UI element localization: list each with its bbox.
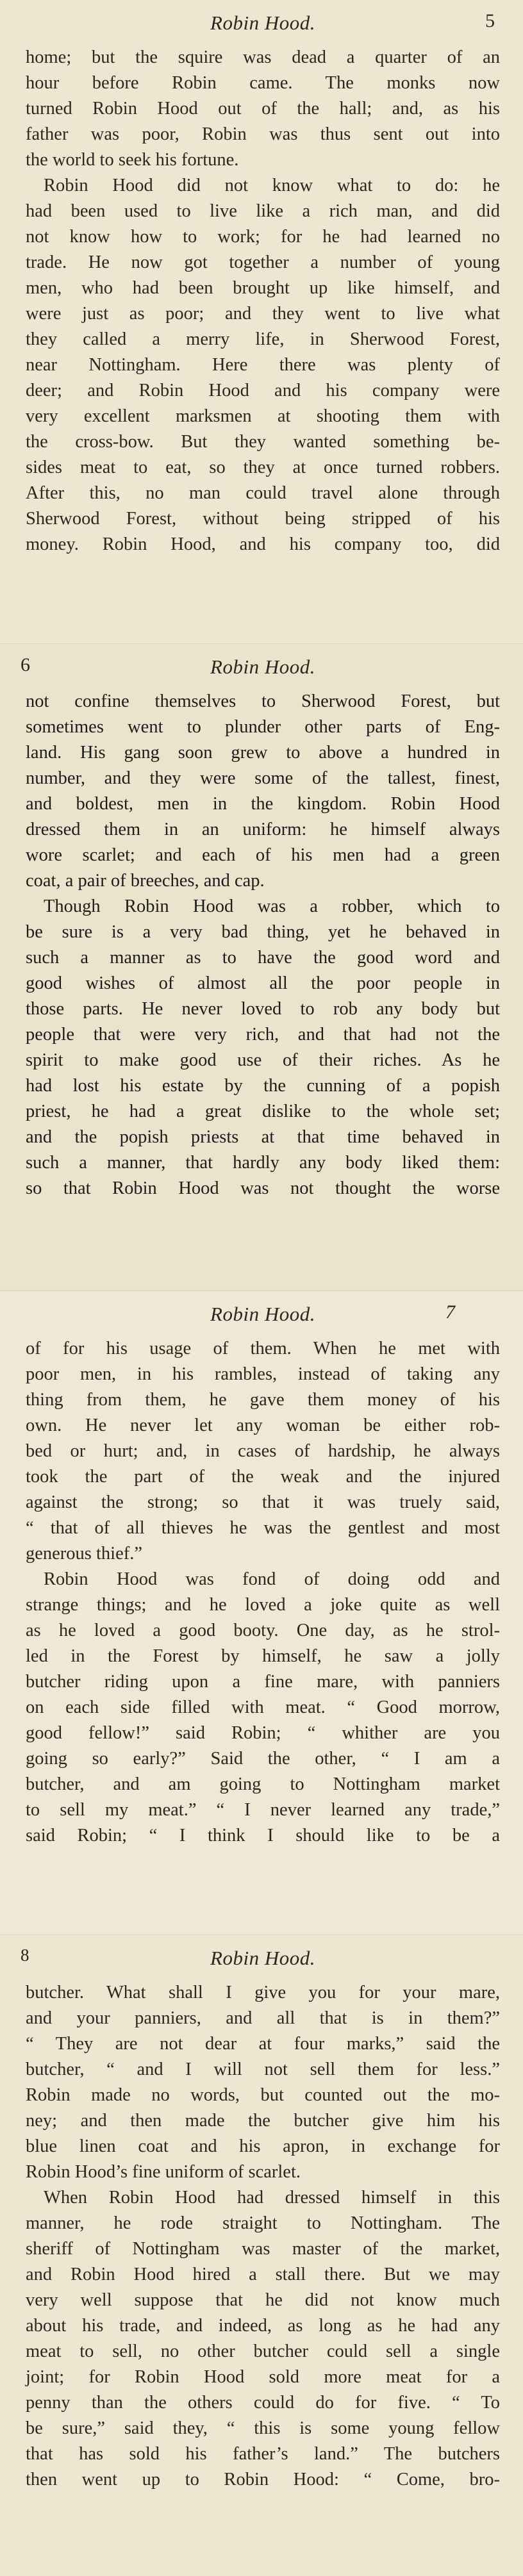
text-line: be sure is a very bad thing, yet he behaved in	[26, 922, 500, 942]
page-number: 6	[21, 654, 30, 675]
text-line: very well suppose that he did not know much	[26, 2290, 500, 2310]
text-line: had been used to live like a rich man, and did	[26, 201, 500, 221]
running-title: Robin Hood.	[210, 1947, 315, 1969]
text-line: near Nottingham. Here there was plenty of	[26, 355, 500, 375]
running-title: Robin Hood.	[210, 12, 315, 34]
text-line: number, and they were some of the tallest, finest,	[26, 768, 500, 788]
text-line: the cross-bow. But they wanted something be-	[26, 432, 500, 452]
text-line: own. He never let any woman be either rob-	[26, 1416, 500, 1435]
text-line: Robin Hood was fond of doing odd and	[44, 1569, 500, 1589]
text-line: manner, he rode straight to Nottingham. The	[26, 2213, 500, 2233]
text-line: and Robin Hood hired a stall there. But we may	[26, 2265, 500, 2284]
text-line: and your panniers, and all that is in them?”	[26, 2008, 500, 2028]
text-line: money. Robin Hood, and his company too, did	[26, 534, 500, 554]
text-line: those parts. He never loved to rob any body but	[26, 999, 500, 1019]
running-head	[26, 0, 500, 45]
text-line: butcher, and am going to Nottingham market	[26, 1774, 500, 1794]
text-line: people that were very rich, and that had not the	[26, 1025, 500, 1044]
text-line: very excellent marksmen at shooting them with	[26, 406, 500, 426]
text-line: dressed them in an uniform: he himself always	[26, 820, 500, 839]
book-page-7	[0, 1291, 523, 1935]
text-line: Robin made no words, but counted out the mo-	[26, 2085, 500, 2105]
text-line: then went up to Robin Hood: “ Come, bro-	[26, 2470, 500, 2489]
text-line: good wishes of almost all the poor people in	[26, 973, 500, 993]
text-line: such a manner, that hardly any body liked them:	[26, 1153, 500, 1173]
text-line: men, who had been brought up like himself, and	[26, 278, 500, 298]
text-line: good fellow!” said Robin; “ whither are you	[26, 1723, 500, 1743]
text-line: priest, he had a great dislike to the whole set;	[26, 1102, 500, 1121]
text-line: about his trade, and indeed, as long as he had any	[26, 2316, 500, 2336]
text-line: “ They are not dear at four marks,” said the	[26, 2034, 500, 2054]
text-line: and the popish priests at that time behaved in	[26, 1127, 500, 1147]
text-line: strange things; and he loved a joke quite as well	[26, 1595, 500, 1615]
text-line: had lost his estate by the cunning of a popish	[26, 1076, 500, 1096]
page-body	[26, 45, 500, 557]
running-head	[21, 644, 500, 689]
page-number: 5	[485, 10, 495, 31]
text-line: meat to sell, no other butcher could sell a single	[26, 2341, 500, 2361]
text-line: butcher, “ and I will not sell them for less.”	[26, 2060, 500, 2079]
text-line: ney; and then made the butcher give him his	[26, 2111, 500, 2131]
page-body	[26, 1336, 500, 1849]
text-line: bed or hurt; and, in cases of hardship, he always	[26, 1441, 500, 1461]
page-number: 7	[445, 1301, 455, 1323]
text-line: butcher riding upon a fine mare, with panniers	[26, 1672, 500, 1692]
text-line: wore scarlet; and each of his men had a green	[26, 845, 500, 865]
text-line: poor men, in his rambles, instead of taking any	[26, 1364, 500, 1384]
text-line: penny than the others could do for five. “ To	[26, 2393, 500, 2413]
text-line: be sure,” said they, “ this is some young fellow	[26, 2418, 500, 2438]
text-line: so that Robin Hood was not thought the worse	[26, 1178, 500, 1198]
running-head	[26, 1291, 500, 1336]
book-page-8	[0, 1935, 523, 2576]
text-line: hour before Robin came. The monks now	[26, 73, 500, 93]
text-line: that has sold his father’s land.” The butchers	[26, 2444, 500, 2464]
text-line: Though Robin Hood was a robber, which to	[44, 896, 500, 916]
text-line: After this, no man could travel alone through	[26, 483, 500, 503]
text-line: land. His gang soon grew to above a hundred in	[26, 743, 500, 763]
text-line: joint; for Robin Hood sold more meat for a	[26, 2367, 500, 2387]
text-line: sometimes went to plunder other parts of Eng-	[26, 717, 500, 737]
running-head	[21, 1935, 500, 1980]
text-line: turned Robin Hood out of the hall; and, as his	[26, 99, 500, 119]
text-line: and boldest, men in the kingdom. Robin Hood	[26, 794, 500, 814]
text-line: coat, a pair of breeches, and cap.	[26, 871, 265, 891]
text-line: of for his usage of them. When he met with	[26, 1339, 500, 1358]
text-line: “ that of all thieves he was the gentlest and most	[26, 1518, 500, 1538]
text-line: going so early?” Said the other, “ I am a	[26, 1749, 500, 1769]
text-line: trade. He now got together a number of young	[26, 252, 500, 272]
page-body	[26, 1980, 500, 2493]
running-title: Robin Hood.	[210, 656, 315, 678]
book-page-5	[0, 0, 523, 644]
text-line: such a manner as to have the good word and	[26, 948, 500, 968]
text-line: not know how to work; for he had learned no	[26, 227, 500, 247]
text-line: led in the Forest by himself, he saw a jolly	[26, 1646, 500, 1666]
page-body	[26, 689, 500, 1201]
text-line: as he loved a good booty. One day, as he strol-	[26, 1621, 500, 1640]
text-line: sheriff of Nottingham was master of the market,	[26, 2239, 500, 2259]
text-line: home; but the squire was dead a quarter of an	[26, 47, 500, 67]
running-title: Robin Hood.	[210, 1303, 315, 1325]
text-line: Robin Hood did not know what to do: he	[44, 176, 500, 195]
text-line: spirit to make good use of their riches. As he	[26, 1050, 500, 1070]
text-line: butcher. What shall I give you for your mare,	[26, 1983, 500, 2002]
text-line: the world to seek his fortune.	[26, 150, 239, 170]
text-line: to sell my meat.” “ I never learned any trade,”	[26, 1800, 500, 1820]
text-line: generous thief.”	[26, 1544, 143, 1564]
text-line: were just as poor; and they went to live what	[26, 304, 500, 324]
text-line: not confine themselves to Sherwood Forest, but	[26, 691, 500, 711]
text-line: against the strong; so that it was truely said,	[26, 1492, 500, 1512]
text-line: said Robin; “ I think I should like to be a	[26, 1826, 500, 1845]
page-number: 8	[21, 1945, 29, 1965]
text-line: Robin Hood’s fine uniform of scarlet.	[26, 2162, 301, 2182]
text-line: When Robin Hood had dressed himself in this	[44, 2188, 500, 2208]
text-line: on each side filled with meat. “ Good morrow,	[26, 1697, 500, 1717]
text-line: Sherwood Forest, without being stripped of his	[26, 509, 500, 529]
book-page-6	[0, 644, 523, 1291]
text-line: deer; and Robin Hood and his company were	[26, 381, 500, 400]
text-line: father was poor, Robin was thus sent out into	[26, 124, 500, 144]
text-line: took the part of the weak and the injured	[26, 1467, 500, 1487]
text-line: blue linen coat and his apron, in exchange for	[26, 2136, 500, 2156]
text-line: they called a merry life, in Sherwood Forest,	[26, 329, 500, 349]
text-line: thing from them, he gave them money of his	[26, 1390, 500, 1410]
text-line: sides meat to eat, so they at once turned robbers.	[26, 458, 500, 477]
